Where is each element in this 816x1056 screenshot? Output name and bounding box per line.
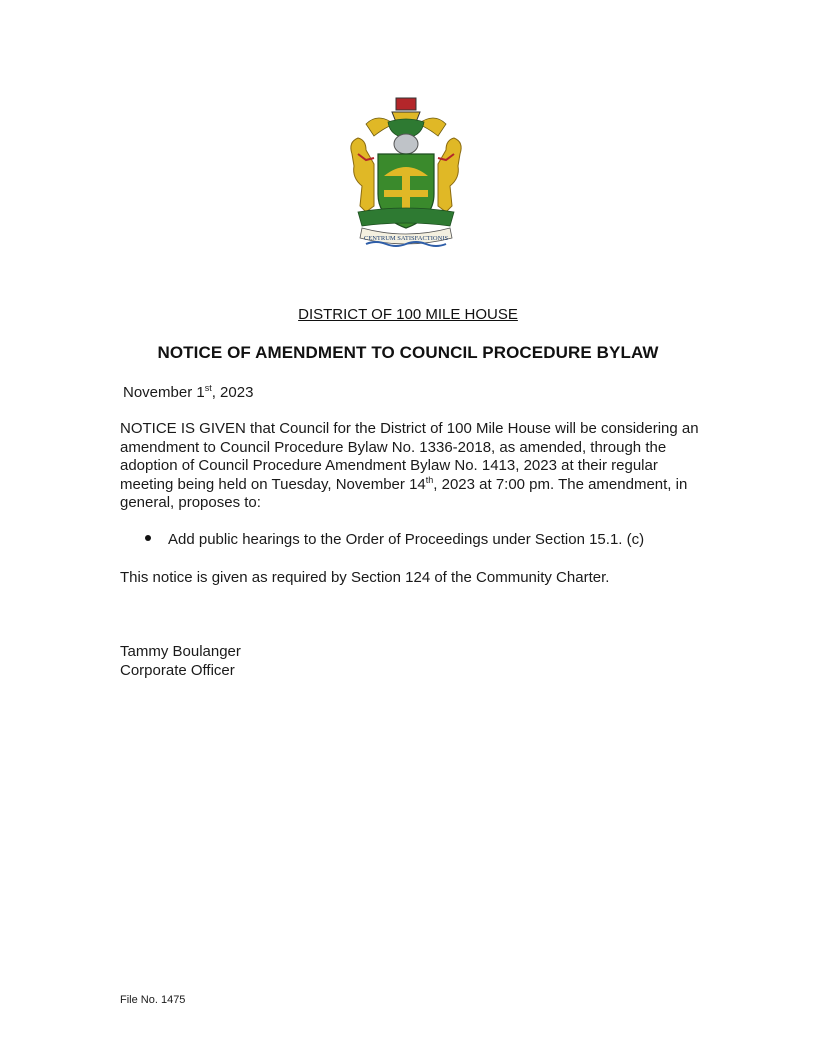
date-day: November 1 <box>123 384 205 401</box>
list-item <box>145 531 644 548</box>
date-year: , 2023 <box>211 384 254 401</box>
notice-text-part1: NOTICE IS GIVEN that Council for the District of 100 Mile House will be considering an amendment to Council Procedure Bylaw No. 1336-2018, as amended, through the adoption of Council Procedure Amendment Bylaw No. 1413, 2023 at their regular meeting being held on Tuesday, November 14 <box>120 420 699 493</box>
district-heading: DISTRICT OF 100 MILE HOUSE <box>298 306 518 323</box>
file-number: File No. 1475 <box>120 994 186 1006</box>
notice-date <box>123 384 253 401</box>
notice-text-part2: , 2023 at 7:00 pm. The amendment, in general, proposes to: <box>120 475 688 512</box>
closing-statement: This notice is given as required by Section 124 of the Community Charter. <box>120 569 610 586</box>
date-suffix: st <box>204 383 212 393</box>
notice-paragraph <box>120 420 710 513</box>
notice-date-suffix: th <box>425 474 434 485</box>
signatory-name: Tammy Boulanger <box>120 643 241 660</box>
bullet-text: Add public hearings to the Order of Proceedings under Section 15.1. (c) <box>168 531 645 548</box>
bullet-icon <box>145 535 151 541</box>
notice-title: NOTICE OF AMENDMENT TO COUNCIL PROCEDURE BYLAW <box>157 343 659 362</box>
crest-motto: CENTRUM SATISFACTIONIS <box>363 235 449 242</box>
signatory-title: Corporate Officer <box>120 662 235 679</box>
coat-of-arms-logo <box>344 94 468 252</box>
